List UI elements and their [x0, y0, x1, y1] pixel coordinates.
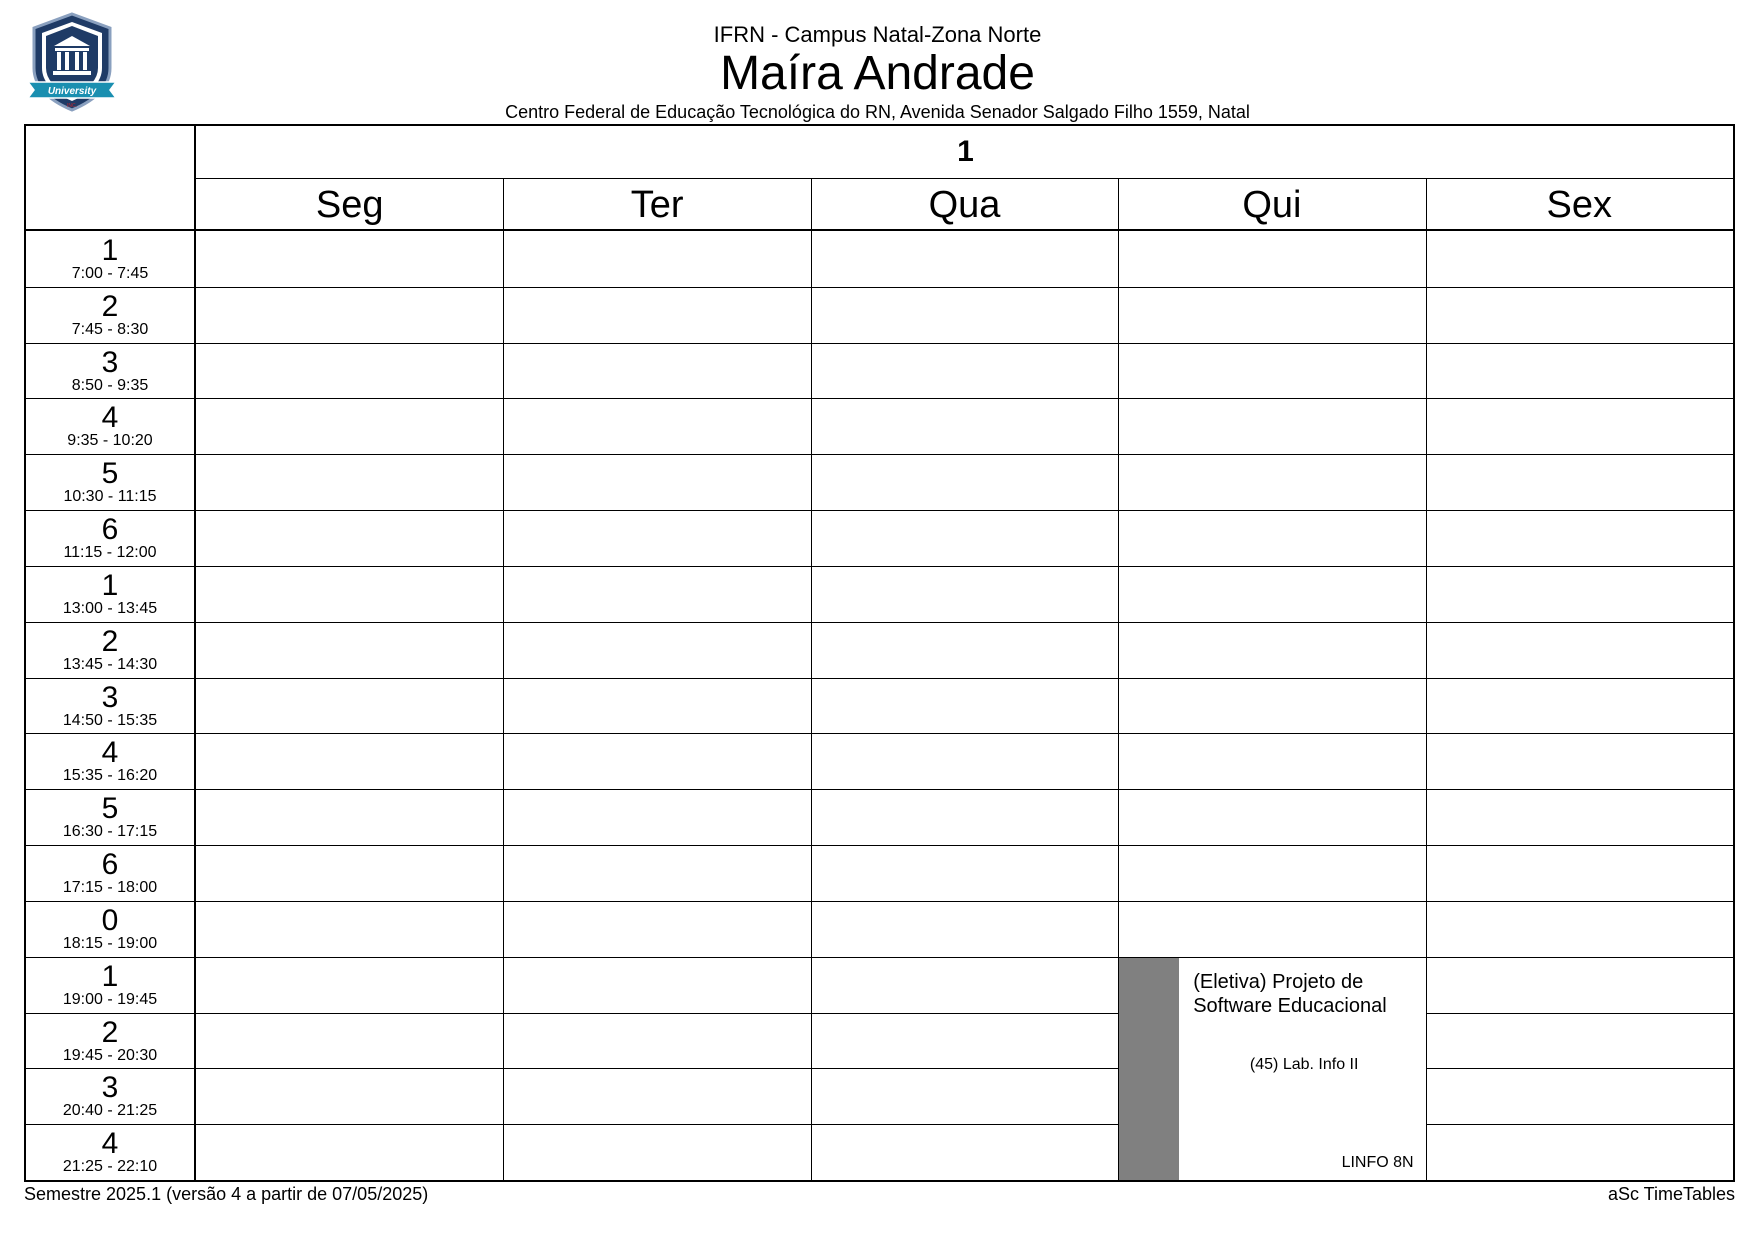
- period-label: [26, 343, 194, 399]
- period-row-divider: [26, 622, 1733, 623]
- period-label: [26, 733, 194, 789]
- period-label: [26, 957, 194, 1013]
- period-time: 13:00 - 13:45: [62, 599, 158, 617]
- period-time: 11:15 - 12:00: [63, 544, 157, 562]
- header-divider-line: [194, 126, 196, 1180]
- period-label: [26, 1124, 194, 1180]
- period-row-divider: [26, 789, 1733, 790]
- period-number: 1: [101, 959, 119, 993]
- period-number: 2: [101, 289, 119, 323]
- day-header: Sex: [1546, 183, 1613, 226]
- period-time: 17:15 - 18:00: [62, 879, 158, 897]
- period-number: 1: [101, 234, 119, 267]
- period-number: 4: [101, 736, 119, 770]
- period-label: [26, 454, 194, 510]
- day-header: Qua: [928, 183, 1001, 226]
- period-number: 6: [101, 848, 119, 882]
- day-column-divider: [811, 178, 812, 1180]
- period-number: 4: [101, 401, 119, 435]
- period-row-divider: [26, 901, 1733, 902]
- period-row-divider: [26, 678, 1733, 679]
- period-label: [26, 678, 194, 734]
- period-row-divider: [26, 957, 1733, 958]
- period-label: [26, 789, 194, 845]
- period-label: [26, 1068, 194, 1124]
- period-number: 5: [101, 792, 119, 826]
- lesson-room: (45) Lab. Info II: [1249, 1055, 1359, 1073]
- period-row-divider: [26, 733, 1733, 734]
- period-number: 2: [101, 624, 119, 658]
- period-number: 3: [101, 1071, 119, 1105]
- day-column-divider: [503, 178, 504, 1180]
- period-label: [26, 1013, 194, 1069]
- semester-version-note: Semestre 2025.1 (versão 4 a partir de 07/05/2025): [24, 1184, 429, 1204]
- period-time: 14:50 - 15:35: [62, 711, 158, 729]
- period-number: 1: [101, 568, 119, 602]
- period-number: 2: [101, 1015, 119, 1049]
- period-row-divider: [26, 398, 1733, 399]
- period-time: 18:15 - 19:00: [62, 934, 158, 952]
- period-time: 13:45 - 14:30: [62, 655, 158, 673]
- timetable-grid: [24, 124, 1735, 1182]
- period-label: [26, 845, 194, 901]
- day-header: Seg: [315, 183, 384, 226]
- period-number: 4: [101, 1127, 119, 1161]
- period-number: 6: [101, 513, 119, 547]
- period-number: 3: [101, 345, 119, 379]
- svg-text:University: University: [47, 86, 97, 97]
- software-credit: aSc TimeTables: [1607, 1184, 1735, 1204]
- teacher-name: Maíra Andrade: [720, 47, 1035, 100]
- lesson-color-bar: [1119, 958, 1179, 1180]
- period-row-divider: [26, 1068, 1733, 1069]
- period-row-divider: [26, 845, 1733, 846]
- period-time: 19:45 - 20:30: [62, 1046, 158, 1064]
- period-label: [26, 510, 194, 566]
- period-time: 7:45 - 8:30: [71, 320, 149, 338]
- period-row-divider: [26, 1013, 1733, 1014]
- period-row-divider: [26, 510, 1733, 511]
- period-label: [26, 231, 194, 287]
- lesson-subject: (Eletiva) Projeto de Software Educacional: [1193, 970, 1387, 1017]
- address-line: Centro Federal de Educação Tecnológica do RN, Avenida Senador Salgado Filho 1559, Natal: [505, 102, 1250, 122]
- period-time: 8:50 - 9:35: [71, 376, 149, 394]
- institution-title: IFRN - Campus Natal-Zona Norte: [713, 22, 1042, 47]
- period-label: [26, 566, 194, 622]
- period-row-divider: [26, 454, 1733, 455]
- period-time: 10:30 - 11:15: [63, 488, 157, 506]
- period-time: 15:35 - 16:20: [62, 767, 158, 785]
- period-label: [26, 398, 194, 454]
- day-header: Qui: [1242, 183, 1302, 226]
- svg-text:INC.: INC.: [67, 103, 77, 109]
- period-number: 0: [101, 903, 119, 937]
- period-row-divider: [26, 1124, 1733, 1125]
- period-number: 5: [101, 457, 119, 491]
- period-label: [26, 901, 194, 957]
- period-row-divider: [26, 343, 1733, 344]
- period-label: [26, 622, 194, 678]
- period-time: 16:30 - 17:15: [62, 823, 158, 841]
- period-time: 9:35 - 10:20: [67, 432, 153, 450]
- lesson-card: [1119, 958, 1425, 1180]
- period-time: 7:00 - 7:45: [71, 265, 149, 282]
- day-column-divider: [1426, 178, 1427, 1180]
- period-time: 20:40 - 21:25: [62, 1102, 158, 1120]
- period-time: 21:25 - 22:10: [62, 1158, 158, 1176]
- period-row-divider: [26, 566, 1733, 567]
- period-row-divider: [26, 287, 1733, 288]
- week-label: 1: [957, 135, 974, 168]
- period-label: [26, 287, 194, 343]
- period-time: 19:00 - 19:45: [62, 990, 158, 1008]
- lesson-class: LINFO 8N: [1341, 1153, 1414, 1171]
- day-header: Ter: [630, 183, 684, 226]
- period-number: 3: [101, 680, 119, 714]
